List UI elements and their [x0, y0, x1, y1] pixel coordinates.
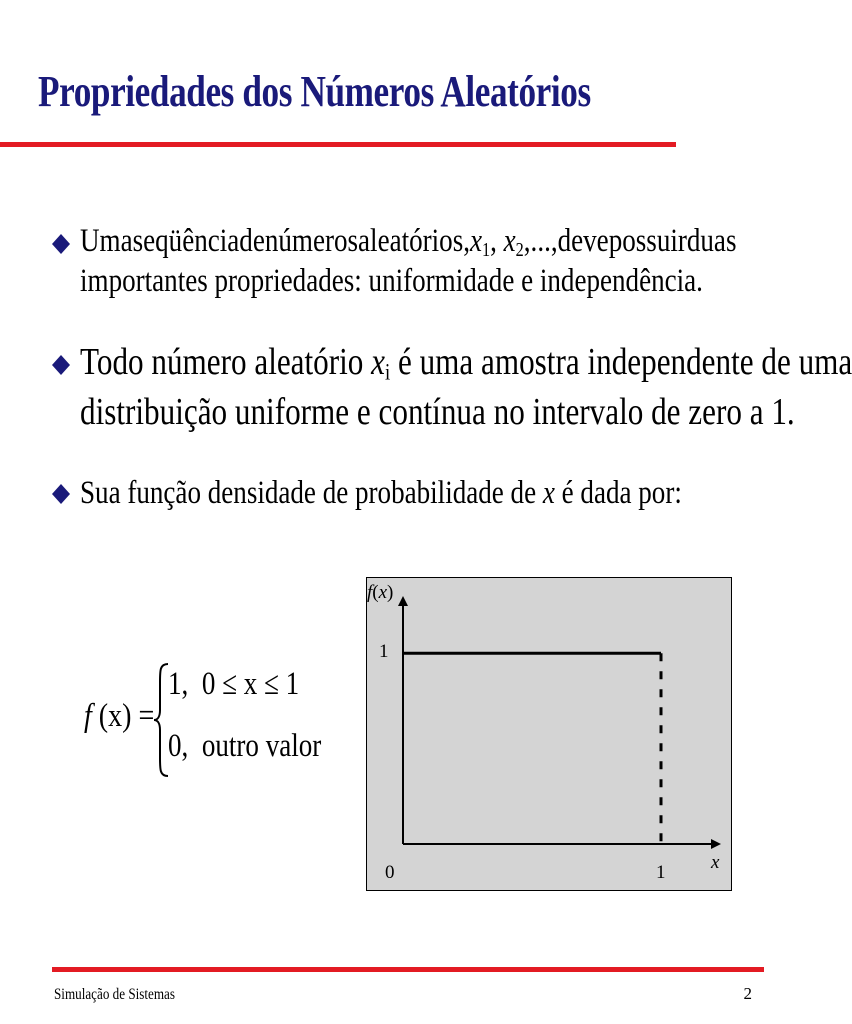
- x-tick-label: 0: [385, 862, 395, 883]
- y-axis-label: f(x): [367, 582, 394, 603]
- math-sequence: $x_1$, $x_2$,...,: [469, 223, 558, 261]
- bullet-line: Uma seqüência de números aleatórios, $x_1$, $x_2$,..., deve possuir duas: [80, 223, 737, 261]
- y-axis-arrow-icon: [398, 596, 408, 606]
- formula-case-1: 1, 0 ≤ x ≤ 1: [168, 666, 300, 702]
- diamond-bullet-icon: [52, 355, 70, 375]
- bullet-line: importantes propriedades: uniformidade e independência.: [80, 262, 703, 299]
- y-tick-label: 1: [379, 641, 389, 663]
- bullet-text: [80, 222, 737, 301]
- footer-rule: [52, 967, 764, 972]
- diamond-bullet-icon: [52, 484, 70, 504]
- title-underline: [0, 142, 676, 147]
- bullet-text: [80, 340, 852, 435]
- x-axis-arrow-icon: [711, 839, 721, 849]
- bullet-line: Todo número aleatório $x_i$ é uma amostra independente de uma: [80, 341, 852, 385]
- uniform-pdf-chart: [366, 577, 732, 891]
- pdf-formula: [84, 660, 344, 780]
- x-axis-label: x: [711, 852, 720, 873]
- chart-canvas: [367, 578, 731, 890]
- diamond-bullet-icon: [52, 234, 70, 254]
- formula-lhs: f (x) =: [84, 698, 155, 734]
- footer-title: Simulação de Sistemas: [54, 986, 175, 1003]
- formula-case-2: 0, outro valor: [168, 728, 322, 764]
- bullet-text: Sua função densidade de probabilidade de x é dada por:: [80, 475, 682, 511]
- page-number: 2: [743, 984, 752, 1003]
- slide-title: Propriedades dos Números Aleatórios: [38, 67, 591, 116]
- x-tick-label: 1: [656, 862, 666, 883]
- bullet-line: distribuição uniforme e contínua no intervalo de zero a 1.: [80, 390, 795, 433]
